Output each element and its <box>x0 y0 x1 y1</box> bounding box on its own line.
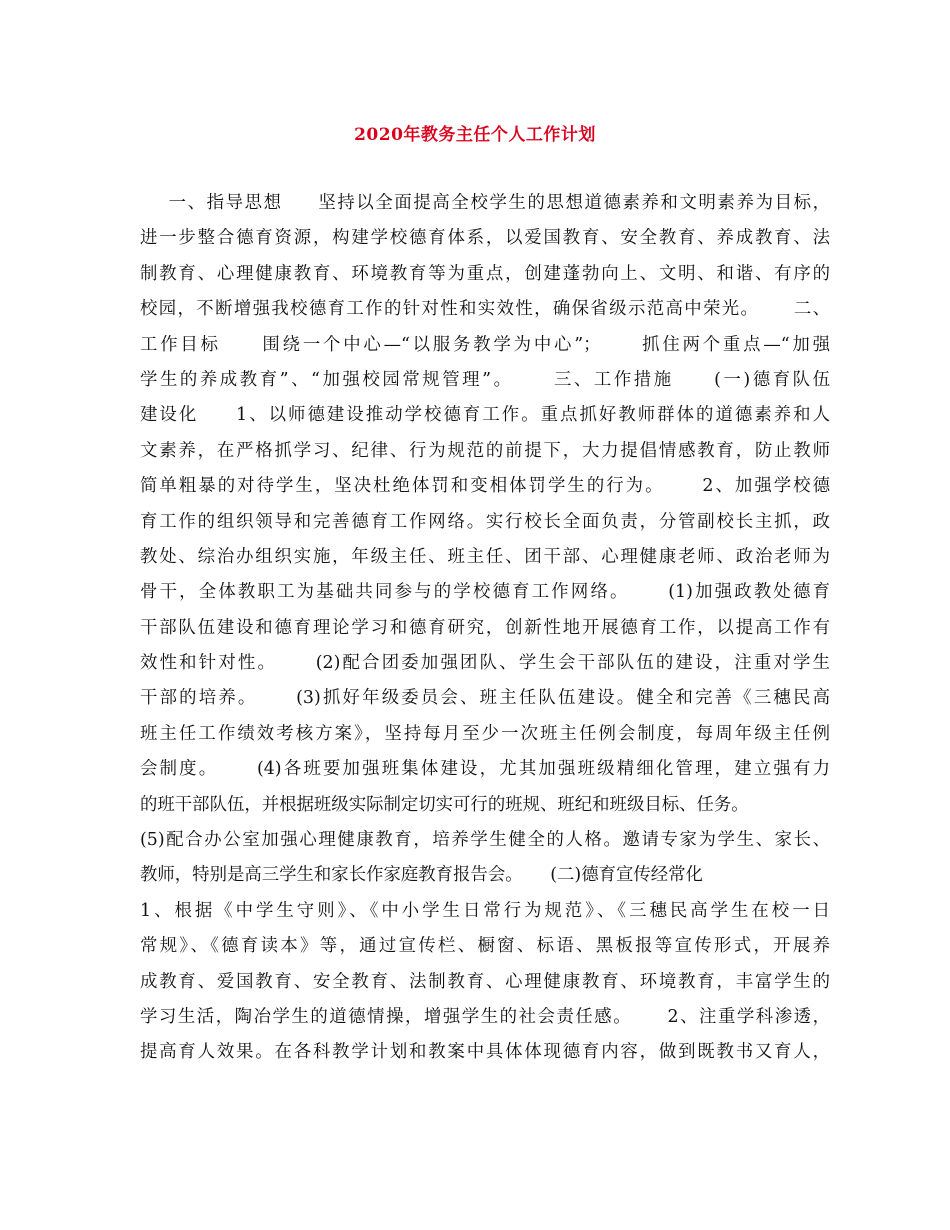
body-line: 一、指导思想 坚持以全面提高全校学生的思想道德素养和文明素养为目标， <box>140 193 830 213</box>
body-line: 文素养，在严格抓学习、纪律、行为规范的前提下，大力提倡情感教育，防止教师 <box>140 440 830 461</box>
body-line: 建设化 1、以师德建设推动学校德育工作。重点抓好教师群体的道德素养和人 <box>140 405 830 426</box>
body-line: 常规》、《德育读本》等，通过宣传栏、橱窗、标语、黑板报等宣传形式，开展养 <box>140 936 830 957</box>
body-line: 干部的培养。 (3)抓好年级委员会、班主任队伍建设。健全和完善《三穗民高 <box>140 688 830 709</box>
body-line: 校园，不断增强我校德育工作的针对性和实效性，确保省级示范高中荣光。 二、 <box>140 299 830 320</box>
body-line: (5)配合办公室加强心理健康教育，培养学生健全的人格。邀请专家为学生、家长、 <box>140 830 830 851</box>
body-line: 1、根据《中学生守则》、《中小学生日常行为规范》、《三穗民高学生在校一日 <box>140 900 830 921</box>
body-line: 学生的养成教育”、“加强校园常规管理”。 三、工作措施 (一)德育队伍 <box>140 369 830 390</box>
body-line: 提高育人效果。在各科教学计划和教案中具体体现德育内容，做到既教书又育人， <box>140 1042 830 1063</box>
body-line: 教师，特别是高三学生和家长作家庭教育报告会。 (二)德育宣传经常化 <box>140 865 703 886</box>
body-line: 制教育、心理健康教育、环境教育等为重点，创建蓬勃向上、文明、和谐、有序的 <box>140 263 830 284</box>
body-line: 育工作的组织领导和完善德育工作网络。实行校长全面负责，分管副校长主抓，政 <box>140 511 830 532</box>
body-line: 简单粗暴的对待学生，坚决杜绝体罚和变相体罚学生的行为。 2、加强学校德 <box>140 476 830 497</box>
body-line: 学习生活，陶冶学生的道德情操，增强学生的社会责任感。 2、注重学科渗透， <box>140 1006 830 1027</box>
body-line: 的班干部队伍，并根据班级实际制定切实可行的班规、班纪和班级目标、任务。 <box>140 794 749 815</box>
body-line: 进一步整合德育资源，构建学校德育体系，以爱国教育、安全教育、养成教育、法 <box>140 228 830 249</box>
body-line: 教处、综治办组织实施，年级主任、班主任、团干部、心理健康老师、政治老师为 <box>140 546 830 567</box>
body-line: 效性和针对性。 (2)配合团委加强团队、学生会干部队伍的建设，注重对学生 <box>140 653 830 674</box>
body-line: 成教育、爱国教育、安全教育、法制教育、心理健康教育、环境教育，丰富学生的 <box>140 971 830 992</box>
body-line: 工作目标 围绕一个中心—“以服务教学为中心”； 抓住两个重点—“加强 <box>140 334 830 355</box>
document-title: 2020年教务主任个人工作计划 <box>354 125 596 145</box>
body-line: 骨干，全体教职工为基础共同参与的学校德育工作网络。 (1)加强政教处德育 <box>140 582 830 603</box>
body-line: 班主任工作绩效考核方案》，坚持每月至少一次班主任例会制度，每周年级主任例 <box>140 723 830 744</box>
body-line: 会制度。 (4)各班要加强班集体建设，尤其加强班级精细化管理，建立强有力 <box>140 759 830 780</box>
body-line: 干部队伍建设和德育理论学习和德育研究，创新性地开展德育工作，以提高工作有 <box>140 617 830 638</box>
document-body <box>140 186 830 1071</box>
